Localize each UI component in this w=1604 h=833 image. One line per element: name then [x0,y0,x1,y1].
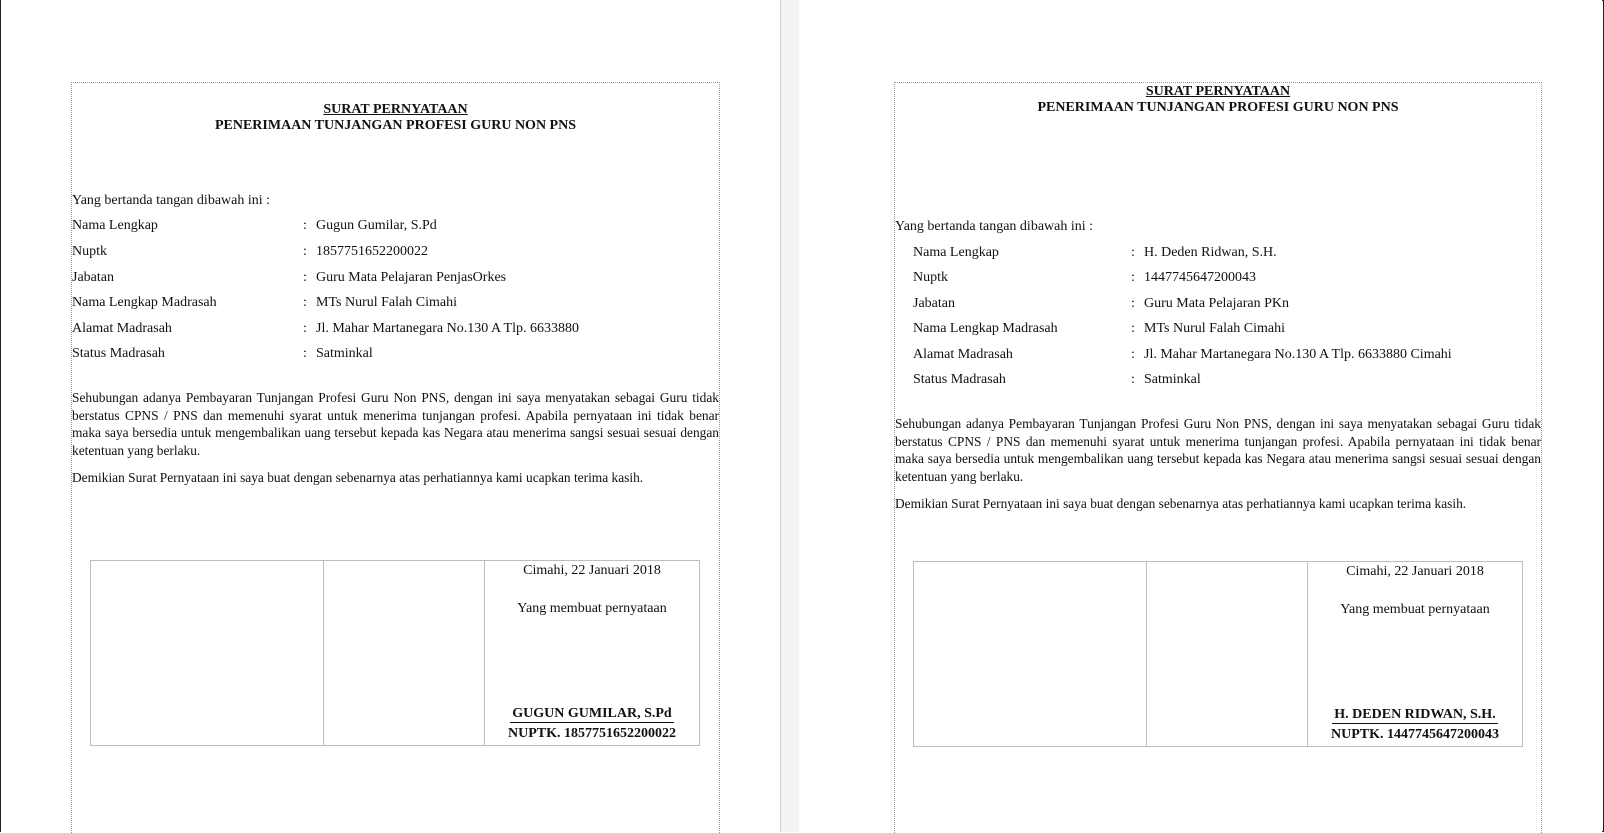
statement-paragraph: Sehubungan adanya Pembayaran Tunjangan Profesi Guru Non PNS, dengan ini saya menyatakan sebagai Guru tidak berstatus CPNS / PNS dan memenuhi syarat untuk menerima tunjangan profesi. Apabila pernyataan ini tidak benar maka saya bersedia untuk mengembalikan uang tersebut kepada kas Negara atau menerima sangsi sesuai sesuai dengan ketentuan yang berlaku. [72,390,719,458]
signature-table [913,561,1523,747]
signer-nuptk: NUPTK. 1857751652200022 [508,726,676,741]
document-title [72,102,719,134]
page-gutter [780,0,800,832]
maker-label: Yang membuat pernyataan [517,601,667,616]
field-label: Nama Lengkap [72,218,158,233]
field-value: 1857751652200022 [316,244,428,259]
field-label: Nama Lengkap Madrasah [72,295,217,310]
signature-cell-empty [324,561,485,746]
field-colon: : [303,346,307,361]
field-label: Nama Lengkap [913,245,999,260]
field-colon: : [1131,321,1135,336]
title-line-2: PENERIMAAN TUNJANGAN PROFESI GURU NON PNS [1037,100,1399,115]
field-label: Nama Lengkap Madrasah [913,321,1058,336]
field-label: Alamat Madrasah [913,347,1013,362]
field-value: 1447745647200043 [1144,270,1256,285]
title-line-1: SURAT PERNYATAAN [1145,84,1291,99]
signature-cell-empty [1147,562,1308,747]
field-colon: : [303,218,307,233]
closing-paragraph: Demikian Surat Pernyataan ini saya buat dengan sebenarnya atas perhatiannya kami ucapkan terima kasih. [72,470,644,485]
field-label: Status Madrasah [913,372,1006,387]
signature-block [1308,562,1522,746]
place-date: Cimahi, 22 Januari 2018 [523,563,661,578]
field-value: Satminkal [316,346,373,361]
signer-name-text: H. DEDEN RIDWAN, S.H. [1334,707,1496,722]
field-colon: : [1131,270,1135,285]
field-colon: : [303,270,307,285]
intro-text: Yang bertanda tangan dibawah ini : [895,219,1094,234]
signature-cell [1308,562,1523,747]
field-colon: : [1131,245,1135,260]
signature-table [90,560,700,746]
statement-paragraph: Sehubungan adanya Pembayaran Tunjangan Profesi Guru Non PNS, dengan ini saya menyatakan sebagai Guru tidak berstatus CPNS / PNS dan memenuhi syarat untuk menerima tunjangan profesi. Apabila pernyataan ini tidak benar maka saya bersedia untuk mengembalikan uang tersebut kepada kas Negara atau menerima sangsi sesuai sesuai dengan ketentuan yang berlaku. [895,416,1541,484]
field-value: Jl. Mahar Martanegara No.130 A Tlp. 6633880 [316,321,579,336]
signature-block [485,561,699,745]
signer-nuptk: NUPTK. 1447745647200043 [1331,727,1499,742]
title-line-1: SURAT PERNYATAAN [323,102,468,117]
document-body [71,82,720,833]
field-value: Guru Mata Pelajaran PKn [1144,296,1290,311]
document-page-left [1,0,780,832]
field-label: Jabatan [913,296,955,311]
closing-paragraph: Demikian Surat Pernyataan ini saya buat dengan sebenarnya atas perhatiannya kami ucapkan terima kasih. [895,496,1467,511]
signature-cell [485,561,700,746]
field-colon: : [303,295,307,310]
field-colon: : [1131,347,1135,362]
document-page-right [799,0,1602,832]
field-value: Gugun Gumilar, S.Pd [316,218,437,233]
field-label: Jabatan [72,270,114,285]
field-colon: : [1131,372,1135,387]
place-date: Cimahi, 22 Januari 2018 [1346,564,1484,579]
intro-text: Yang bertanda tangan dibawah ini : [72,193,271,208]
field-colon: : [303,321,307,336]
field-label: Nuptk [72,244,107,259]
signature-cell-empty [914,562,1147,747]
field-label: Nuptk [913,270,948,285]
signer-name [1308,707,1522,724]
field-value: Satminkal [1144,372,1201,387]
field-value: MTs Nurul Falah Cimahi [316,295,457,310]
field-colon: : [303,244,307,259]
field-value: Guru Mata Pelajaran PenjasOrkes [316,270,507,285]
maker-label: Yang membuat pernyataan [1340,602,1490,617]
document-body [894,82,1542,833]
field-label: Alamat Madrasah [72,321,172,336]
field-value: Jl. Mahar Martanegara No.130 A Tlp. 6633880 Cimahi [1144,347,1452,362]
field-value: MTs Nurul Falah Cimahi [1144,321,1285,336]
document-title [895,84,1541,116]
signature-cell-empty [91,561,324,746]
signer-name-text: GUGUN GUMILAR, S.Pd [512,706,672,721]
field-colon: : [1131,296,1135,311]
title-line-2: PENERIMAAN TUNJANGAN PROFESI GURU NON PNS [214,118,577,133]
field-label: Status Madrasah [72,346,165,361]
signer-name [485,706,699,723]
field-value: H. Deden Ridwan, S.H. [1144,245,1277,260]
